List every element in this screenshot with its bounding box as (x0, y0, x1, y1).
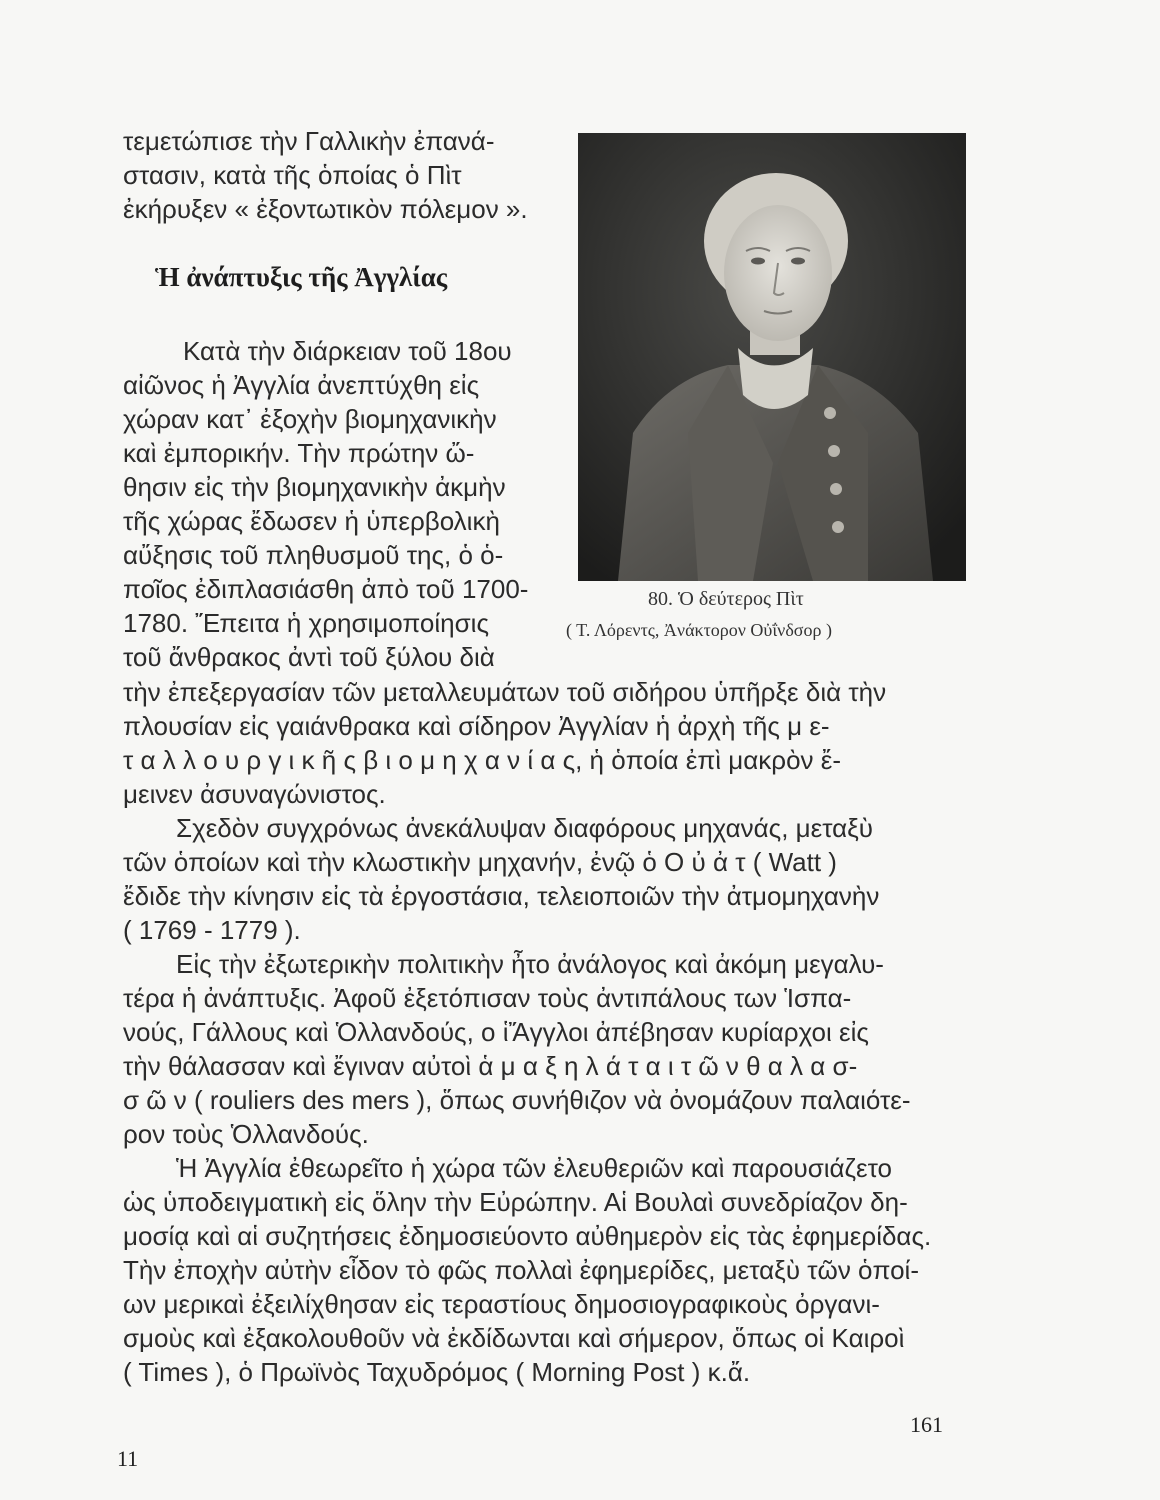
text-line: 1780. Ἔπειτα ἡ χρησιμοποίησις (123, 608, 489, 638)
text-line: θησιν εἰς τὴν βιομηχανικὴν ἀκμὴν (123, 472, 506, 502)
text-line: Κατὰ τὴν διάρκειαν τοῦ 18ου (183, 336, 512, 366)
text-line: χώραν κατ᾽ ἐξοχὴν βιομηχανικὴν (123, 404, 497, 434)
section-heading: Ἡ ἀνάπτυξις τῆς Ἀγγλίας (155, 262, 448, 292)
text-line: τοῦ ἄνθρακος ἀντὶ τοῦ ξύλου διὰ (123, 642, 495, 672)
text-line: ων μερικαὶ ἐξειλίχθησαν εἰς τεραστίους δημοσιογραφικοὺς ὀργανι- (123, 1289, 880, 1319)
text-line: ( Times ), ὁ Πρωϊνὸς Ταχυδρόμος ( Morning Post ) κ.ἄ. (123, 1357, 751, 1387)
text-line: τῆς χώρας ἔδωσεν ἡ ὑπερβολικὴ (123, 506, 500, 536)
text-line: στασιν, κατὰ τῆς ὁποίας ὁ Πὶτ (123, 160, 462, 190)
text-line: τέρα ἡ ἀνάπτυξις. Ἀφοῦ ἐξετόπισαν τοὺς ἀντιπάλους των Ἱσπα- (123, 983, 852, 1013)
signature-mark: 11 (117, 1446, 139, 1471)
text-line: σμοὺς καὶ ἐξακολουθοῦν νὰ ἐκδίδωνται καὶ σήμερον, ὅπως οἱ Καιροὶ (123, 1323, 905, 1353)
text-line: τεμετώπισε τὴν Γαλλικὴν ἐπανά- (123, 126, 495, 156)
portrait-illustration (578, 133, 966, 581)
text-line: ποῖος ἐδιπλασιάσθη ἀπὸ τοῦ 1700- (123, 574, 529, 604)
text-line: ἔδιδε τὴν κίνησιν εἰς τὰ ἐργοστάσια, τελειοποιῶν τὴν ἀτμομηχανὴν (123, 881, 880, 911)
text-line: τὴν ἐπεξεργασίαν τῶν μεταλλευμάτων τοῦ σιδήρου ὑπῆρξε διὰ τὴν (123, 677, 887, 707)
text-line: αἰῶνος ἡ Ἀγγλία ἀνεπτύχθη εἰς (123, 370, 480, 400)
text-line: τῶν ὁποίων καὶ τὴν κλωστικὴν μηχανήν, ἐνῷ ὁ Ο ὐ ἀ τ ( Watt ) (123, 847, 837, 877)
text-line: ( 1769 - 1779 ). (123, 915, 301, 945)
text-line: νούς, Γάλλους καὶ Ὁλλανδούς, ο ἱἌγγλοι ἀπέβησαν κυρίαρχοι εἰς (123, 1017, 869, 1047)
text-line: Ἡ Ἀγγλία ἐθεωρεῖτο ἡ χώρα τῶν ἐλευθεριῶν καὶ παρουσιάζετο (176, 1153, 892, 1183)
page-number: 161 (910, 1412, 943, 1437)
text-line: Τὴν ἐποχὴν αὐτὴν εἶδον τὸ φῶς πολλαὶ ἐφημερίδες, μεταξὺ τῶν ὁποί- (123, 1255, 919, 1285)
text-line: μοσίᾳ καὶ αἱ συζητήσεις ἐδημοσιεύοντο αὐθημερὸν εἰς τὰς ἐφημερίδας. (123, 1221, 932, 1251)
text-line: Σχεδὸν συγχρόνως ἀνεκάλυψαν διαφόρους μηχανάς, μεταξὺ (176, 813, 874, 843)
text-line: ὡς ὑποδειγματικὴ εἰς ὅλην τὴν Εὐρώπην. Αἱ Βουλαὶ συνεδρίαζον δη- (123, 1187, 908, 1217)
text-line: σ ῶ ν ( rouliers des mers ), ὅπως συνήθιζον νὰ ὀνομάζουν παλαιότε- (123, 1085, 911, 1115)
text-line: καὶ ἐμπορικήν. Τὴν πρώτην ὤ- (123, 438, 475, 468)
text-line: πλουσίαν εἰς γαιάνθρακα καὶ σίδηρον Ἀγγλίαν ἡ ἀρχὴ τῆς μ ε- (123, 711, 830, 741)
text-line: Εἰς τὴν ἐξωτερικὴν πολιτικὴν ἦτο ἀνάλογος καὶ ἀκόμη μεγαλυ- (176, 949, 884, 979)
text-line: τὴν θάλασσαν καὶ ἔγιναν αὐτοὶ ἁ μ α ξ η λ ά τ α ι τ ῶ ν θ α λ α σ- (123, 1051, 858, 1081)
figure-caption-title: 80. Ὁ δεύτερος Πὶτ (648, 588, 804, 610)
text-line: μεινεν ἀσυναγώνιστος. (123, 779, 386, 809)
text-line: ρον τοὺς Ὁλλανδούς. (123, 1119, 369, 1149)
figure-caption-credit: ( Τ. Λόρεντς, Ἀνάκτορον Οὐΐνδσορ ) (566, 620, 832, 640)
text-line: ἐκήρυξεν « ἐξοντωτικὸν πόλεμον ». (123, 194, 528, 224)
text-line: αὔξησις τοῦ πληθυσμοῦ της, ὁ ὁ- (123, 540, 504, 570)
text-line: τ α λ λ ο υ ρ γ ι κ ῆ ς β ι ο μ η χ α ν ί α ς, ἡ ὁποία ἐπὶ μακρὸν ἔ- (123, 745, 842, 775)
portrait-image (578, 133, 966, 581)
